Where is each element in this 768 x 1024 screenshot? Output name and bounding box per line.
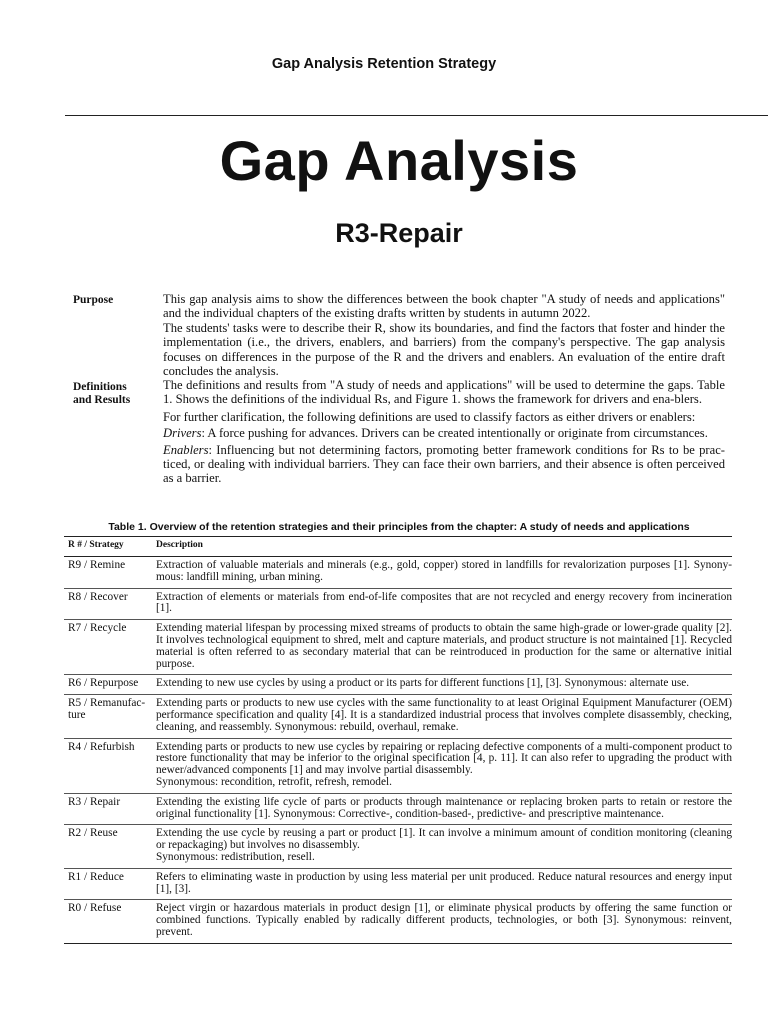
strategy-cell: R3 / Repair xyxy=(64,793,152,825)
description-cell xyxy=(152,588,732,620)
page-title: Gap Analysis xyxy=(219,129,579,192)
purpose-text xyxy=(163,292,725,378)
description-cell xyxy=(152,825,732,868)
description-text: Reject virgin or hazardous materials in product design [1], or eliminate physical products by offering the same function or combined functions. Typically enabled by radically different products, technologies, or both [3]. Synonymous: reinvent, prevent. xyxy=(156,902,732,938)
strategy-cell: R1 / Reduce xyxy=(64,868,152,900)
description-text: Synonymous: redistribution, resell. xyxy=(156,850,315,863)
description-text: Extending the existing life cycle of parts or products through maintenance or replacing broken parts to retain or restore the original functionality [1]. Synonymous: Corrective-, condition-based-, predictive- and prescriptive maintenance. xyxy=(156,795,732,820)
description-cell xyxy=(152,793,732,825)
strategy-cell: R6 / Repurpose xyxy=(64,675,152,695)
definitions-text xyxy=(163,378,725,486)
drivers-definition xyxy=(163,426,725,440)
enablers-definition xyxy=(163,443,725,486)
description-cell xyxy=(152,738,732,793)
table-row xyxy=(64,620,732,675)
column-header-description: Description xyxy=(152,537,732,557)
table-row xyxy=(64,825,732,868)
table-row xyxy=(64,557,732,589)
description-cell xyxy=(152,620,732,675)
description-text: Extraction of valuable materials and minerals (e.g., gold, copper) stored in landfills for revalorization purposes [1]. Synony-mous: landfill mining, urban mining. xyxy=(156,559,732,583)
running-header: Gap Analysis Retention Strategy xyxy=(271,56,497,72)
description-text: Extending material lifespan by processing mixed streams of products to obtain the same high-grade or lower-grade quality [2]. It involves technological equipment to shred, melt and capture materials, and product structure is not maintained [1]. Recycled material is often referred to as secondary material that can be reintroduced in production for the same or alternative initial purpose. xyxy=(156,622,732,670)
table-header-row xyxy=(64,537,732,557)
table-row xyxy=(64,695,732,738)
description-cell xyxy=(152,557,732,589)
table-body xyxy=(64,557,732,944)
strategy-cell: R7 / Recycle xyxy=(64,620,152,675)
description-cell xyxy=(152,868,732,900)
page-subtitle: R3-Repair xyxy=(335,218,463,248)
description-cell xyxy=(152,900,732,943)
strategy-cell: R2 / Reuse xyxy=(64,825,152,868)
description-text: Extending the use cycle by reusing a part or product [1]. It can involve a minimum amount of condition monitoring (cleaning or repackaging) but involves no disassembly. xyxy=(156,827,732,852)
retention-strategies-table xyxy=(64,536,732,944)
table-row xyxy=(64,588,732,620)
purpose-paragraph: This gap analysis aims to show the differences between the book chapter "A study of needs and applications" and the individual chapters of the existing drafts written by students in autumn 2022. xyxy=(163,292,725,321)
description-text: Refers to eliminating waste in production by using less material per unit produced. Reduce natural resources and energy input [1], [3]. xyxy=(156,870,732,895)
table-row xyxy=(64,868,732,900)
strategy-cell: R0 / Refuse xyxy=(64,900,152,943)
description-text: Extending to new use cycles by using a product or its parts for different functions [1], [3]. Synonymous: alternate use. xyxy=(156,677,690,690)
strategy-cell: R4 / Refurbish xyxy=(64,738,152,793)
definitions-label-line: Definitions xyxy=(73,381,127,393)
table-row xyxy=(64,738,732,793)
description-text: Extending parts or products to new use cycles with the same functionality to at least Original Equipment Manufacturer (OEM) performance specification and quality [4]. It is a standardized industrial process that involves complete disassembly, checking, cleaning, and reassembly. Synonymous: rebuild, overhaul, remake. xyxy=(156,697,732,733)
description-text: Extending parts or products to new use cycles by repairing or replacing defective components of a multi-component product to restore functionality that may be inferior to the original specification [4, p. 11]. It can also refer to upgrading the product with newer/advanced components [1] and may involve partial disassembly. xyxy=(156,740,732,777)
strategy-cell: R8 / Recover xyxy=(64,588,152,620)
table-row xyxy=(64,675,732,695)
enablers-text: : Influencing but not determining factors, promoting better framework conditions for Rs to be prac-ticed, or dealing with individual barriers. They can face their own barriers, and their absence is often perceived as a barrier. xyxy=(163,442,725,486)
description-cell xyxy=(152,695,732,738)
strategy-cell: R9 / Remine xyxy=(64,557,152,589)
description-cell xyxy=(152,675,732,695)
header-rule xyxy=(65,115,768,116)
purpose-paragraph: The students' tasks were to describe their R, show its boundaries, and find the factors that foster and hinder the implementation (i.e., the drivers, enablers, and barriers) from the company's perspective. The gap analysis focuses on differences in the purpose of the R and the drivers and enablers. An evaluation of the entire draft concludes the analysis. xyxy=(163,320,725,379)
definitions-label-line: and Results xyxy=(73,394,131,406)
definitions-intro: The definitions and results from "A study of needs and applications" will be used to determine the gaps. Table 1. Shows the definitions of the individual Rs, and Figure 1. shows the framework for drivers and ena-blers. xyxy=(163,378,725,407)
description-text: Synonymous: recondition, retrofit, refresh, remodel. xyxy=(156,775,392,788)
purpose-label: Purpose xyxy=(73,294,114,306)
table-row xyxy=(64,900,732,943)
definitions-label xyxy=(73,381,130,407)
strategy-cell: R5 / Remanufac-ture xyxy=(64,695,152,738)
column-header-strategy: R # / Strategy xyxy=(64,537,152,557)
enablers-term: Enablers xyxy=(163,442,209,457)
drivers-term: Drivers xyxy=(163,426,202,441)
description-text: Extraction of elements or materials from end-of-life composites that are not recycled and energy recovery from incineration [1]. xyxy=(156,590,732,615)
table-row xyxy=(64,793,732,825)
definitions-clarification: For further clarification, the following definitions are used to classify factors as either drivers or enablers: xyxy=(163,409,696,424)
table-caption: Table 1. Overview of the retention strategies and their principles from the chapter: A study of needs and applications xyxy=(108,521,690,533)
drivers-text: : A force pushing for advances. Drivers can be created intentionally or originate from circumstances. xyxy=(201,426,708,441)
